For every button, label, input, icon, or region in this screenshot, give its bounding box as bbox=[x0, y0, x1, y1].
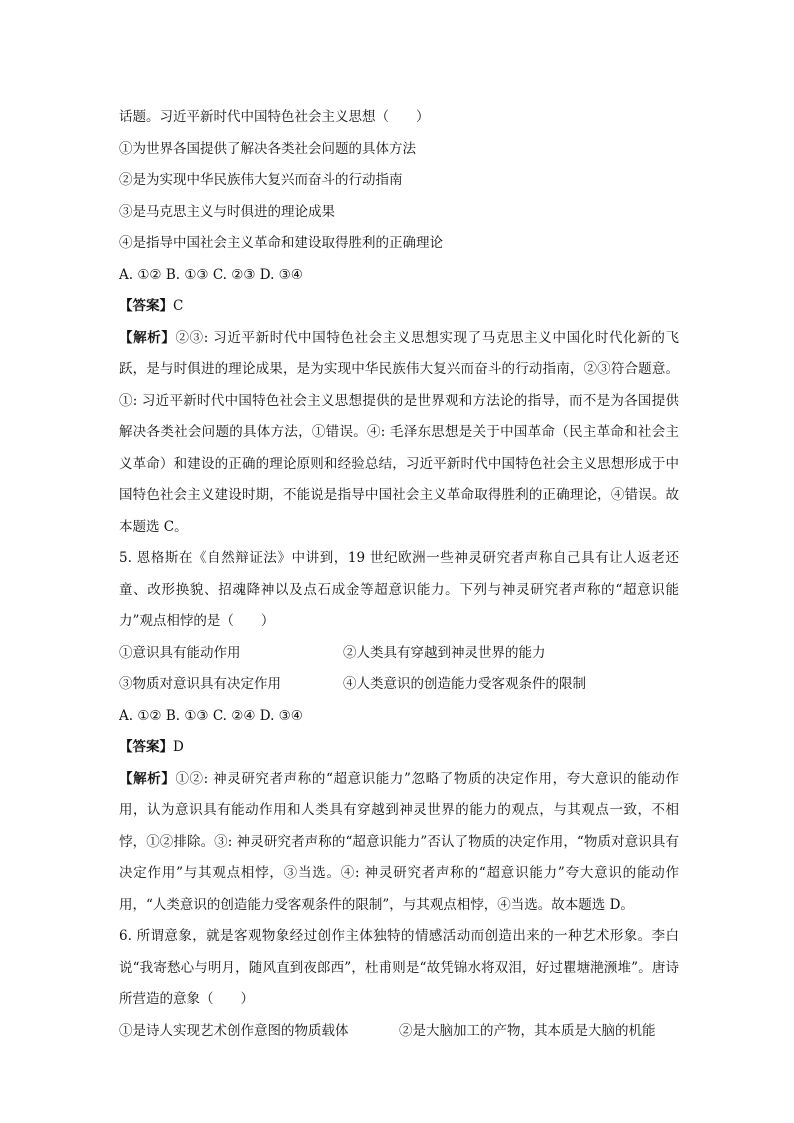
q5-stem: 5. 恩格斯在《自然辩证法》中讲到，19 世纪欧洲一些神灵研究者声称自己具有让人返老还童、改形换貌、招魂降神以及点石成金等超意识能力。下列与神灵研究者声称的“超意识能力”观点相悖的是（ ） bbox=[119, 550, 679, 629]
analysis-text: ②③: 习近平新时代中国特色社会主义思想实现了马克思主义中国化时代化新的飞跃，是与时俱进的理论成果，是为实现中华民族伟大复兴而奋斗的行动指南，②③符合题意。①: 习近平新时代中国特色社会主义思想提供的是世界观和方法论的指导，而不是为各国提供解决各类社会问题的具体方法，①错误。④: 毛泽东思想是关于中国革命（民主革命和社会主义革命）和建设的正确的理论原则和经验总结，习近平新时代中国特色社会主义思想形成于中国特色社会主义建设时期，不能说是指导中国社会主义革命取得胜利的正确理论，④错误。故本题选 C。 bbox=[119, 329, 679, 535]
q5-analysis bbox=[119, 764, 679, 922]
answer-tag: 【答案】 bbox=[119, 739, 173, 755]
q5-choices: A. ①② B. ①③ C. ②④ D. ③④ bbox=[119, 707, 303, 724]
q4-analysis bbox=[119, 323, 679, 544]
q4-option-3: ③是马克思主义与时俱进的理论成果 bbox=[119, 203, 335, 220]
analysis-tag: 【解析】 bbox=[119, 770, 176, 787]
q6-option-1: ①是诗人实现艺术创作意图的物质载体 bbox=[119, 1022, 349, 1039]
q5-option-2: ②人类具有穿越到神灵世界的能力 bbox=[343, 644, 546, 661]
analysis-tag: 【解析】 bbox=[119, 329, 176, 346]
q5-answer bbox=[119, 732, 679, 764]
answer-tag: 【答案】 bbox=[119, 298, 173, 314]
document-content bbox=[119, 102, 679, 1047]
q6-options-row-1 bbox=[119, 1016, 679, 1048]
q5-option-4: ④人类意识的创造能力受客观条件的限制 bbox=[343, 676, 586, 692]
q5-option-1: ①意识具有能动作用 bbox=[119, 644, 241, 661]
q4-option-1: ①为世界各国提供了解决各类社会问题的具体方法 bbox=[119, 140, 416, 157]
answer-value: D bbox=[173, 739, 184, 755]
q4-option-2: ②是为实现中华民族伟大复兴而奋斗的行动指南 bbox=[119, 172, 403, 188]
answer-value: C bbox=[173, 298, 184, 314]
q4-stem-tail: 话题。习近平新时代中国特色社会主义思想（ ） bbox=[119, 109, 430, 125]
analysis-text: ①②: 神灵研究者声称的“超意识能力”忽略了物质的决定作用，夸大意识的能动作用，认为意识具有能动作用和人类具有穿越到神灵世界的能力的观点，与其观点一致，不相悖，①②排除。③: 神灵研究者声称的“超意识能力”否认了物质的决定作用，“物质对意识具有决定作用”与其观点相悖，③当选。④: 神灵研究者声称的“超意识能力”夸大意识的能动作用，“人类意识的创造能力受客观条件的限制”，与其观点相悖，④当选。故本题选 D。 bbox=[119, 770, 679, 913]
q5-options-row-1 bbox=[119, 638, 679, 670]
q5-options-row-2 bbox=[119, 669, 679, 701]
q4-answer bbox=[119, 291, 679, 323]
q4-choices: A. ①② B. ①③ C. ②③ D. ③④ bbox=[119, 266, 303, 283]
q5-option-3: ③物质对意识具有决定作用 bbox=[119, 676, 281, 692]
q6-stem: 6. 所谓意象，就是客观物象经过创作主体独特的情感活动而创造出来的一种艺术形象。李白说“我寄愁心与明月，随风直到夜郎西”，杜甫则是“故凭锦水将双泪，好过瞿塘滟滪堆”。唐诗所营造的意象（ ） bbox=[119, 928, 679, 1007]
q4-option-4: ④是指导中国社会主义革命和建设取得胜利的正确理论 bbox=[119, 235, 443, 251]
q6-option-2: ②是大脑加工的产物，其本质是大脑的机能 bbox=[399, 1022, 656, 1039]
